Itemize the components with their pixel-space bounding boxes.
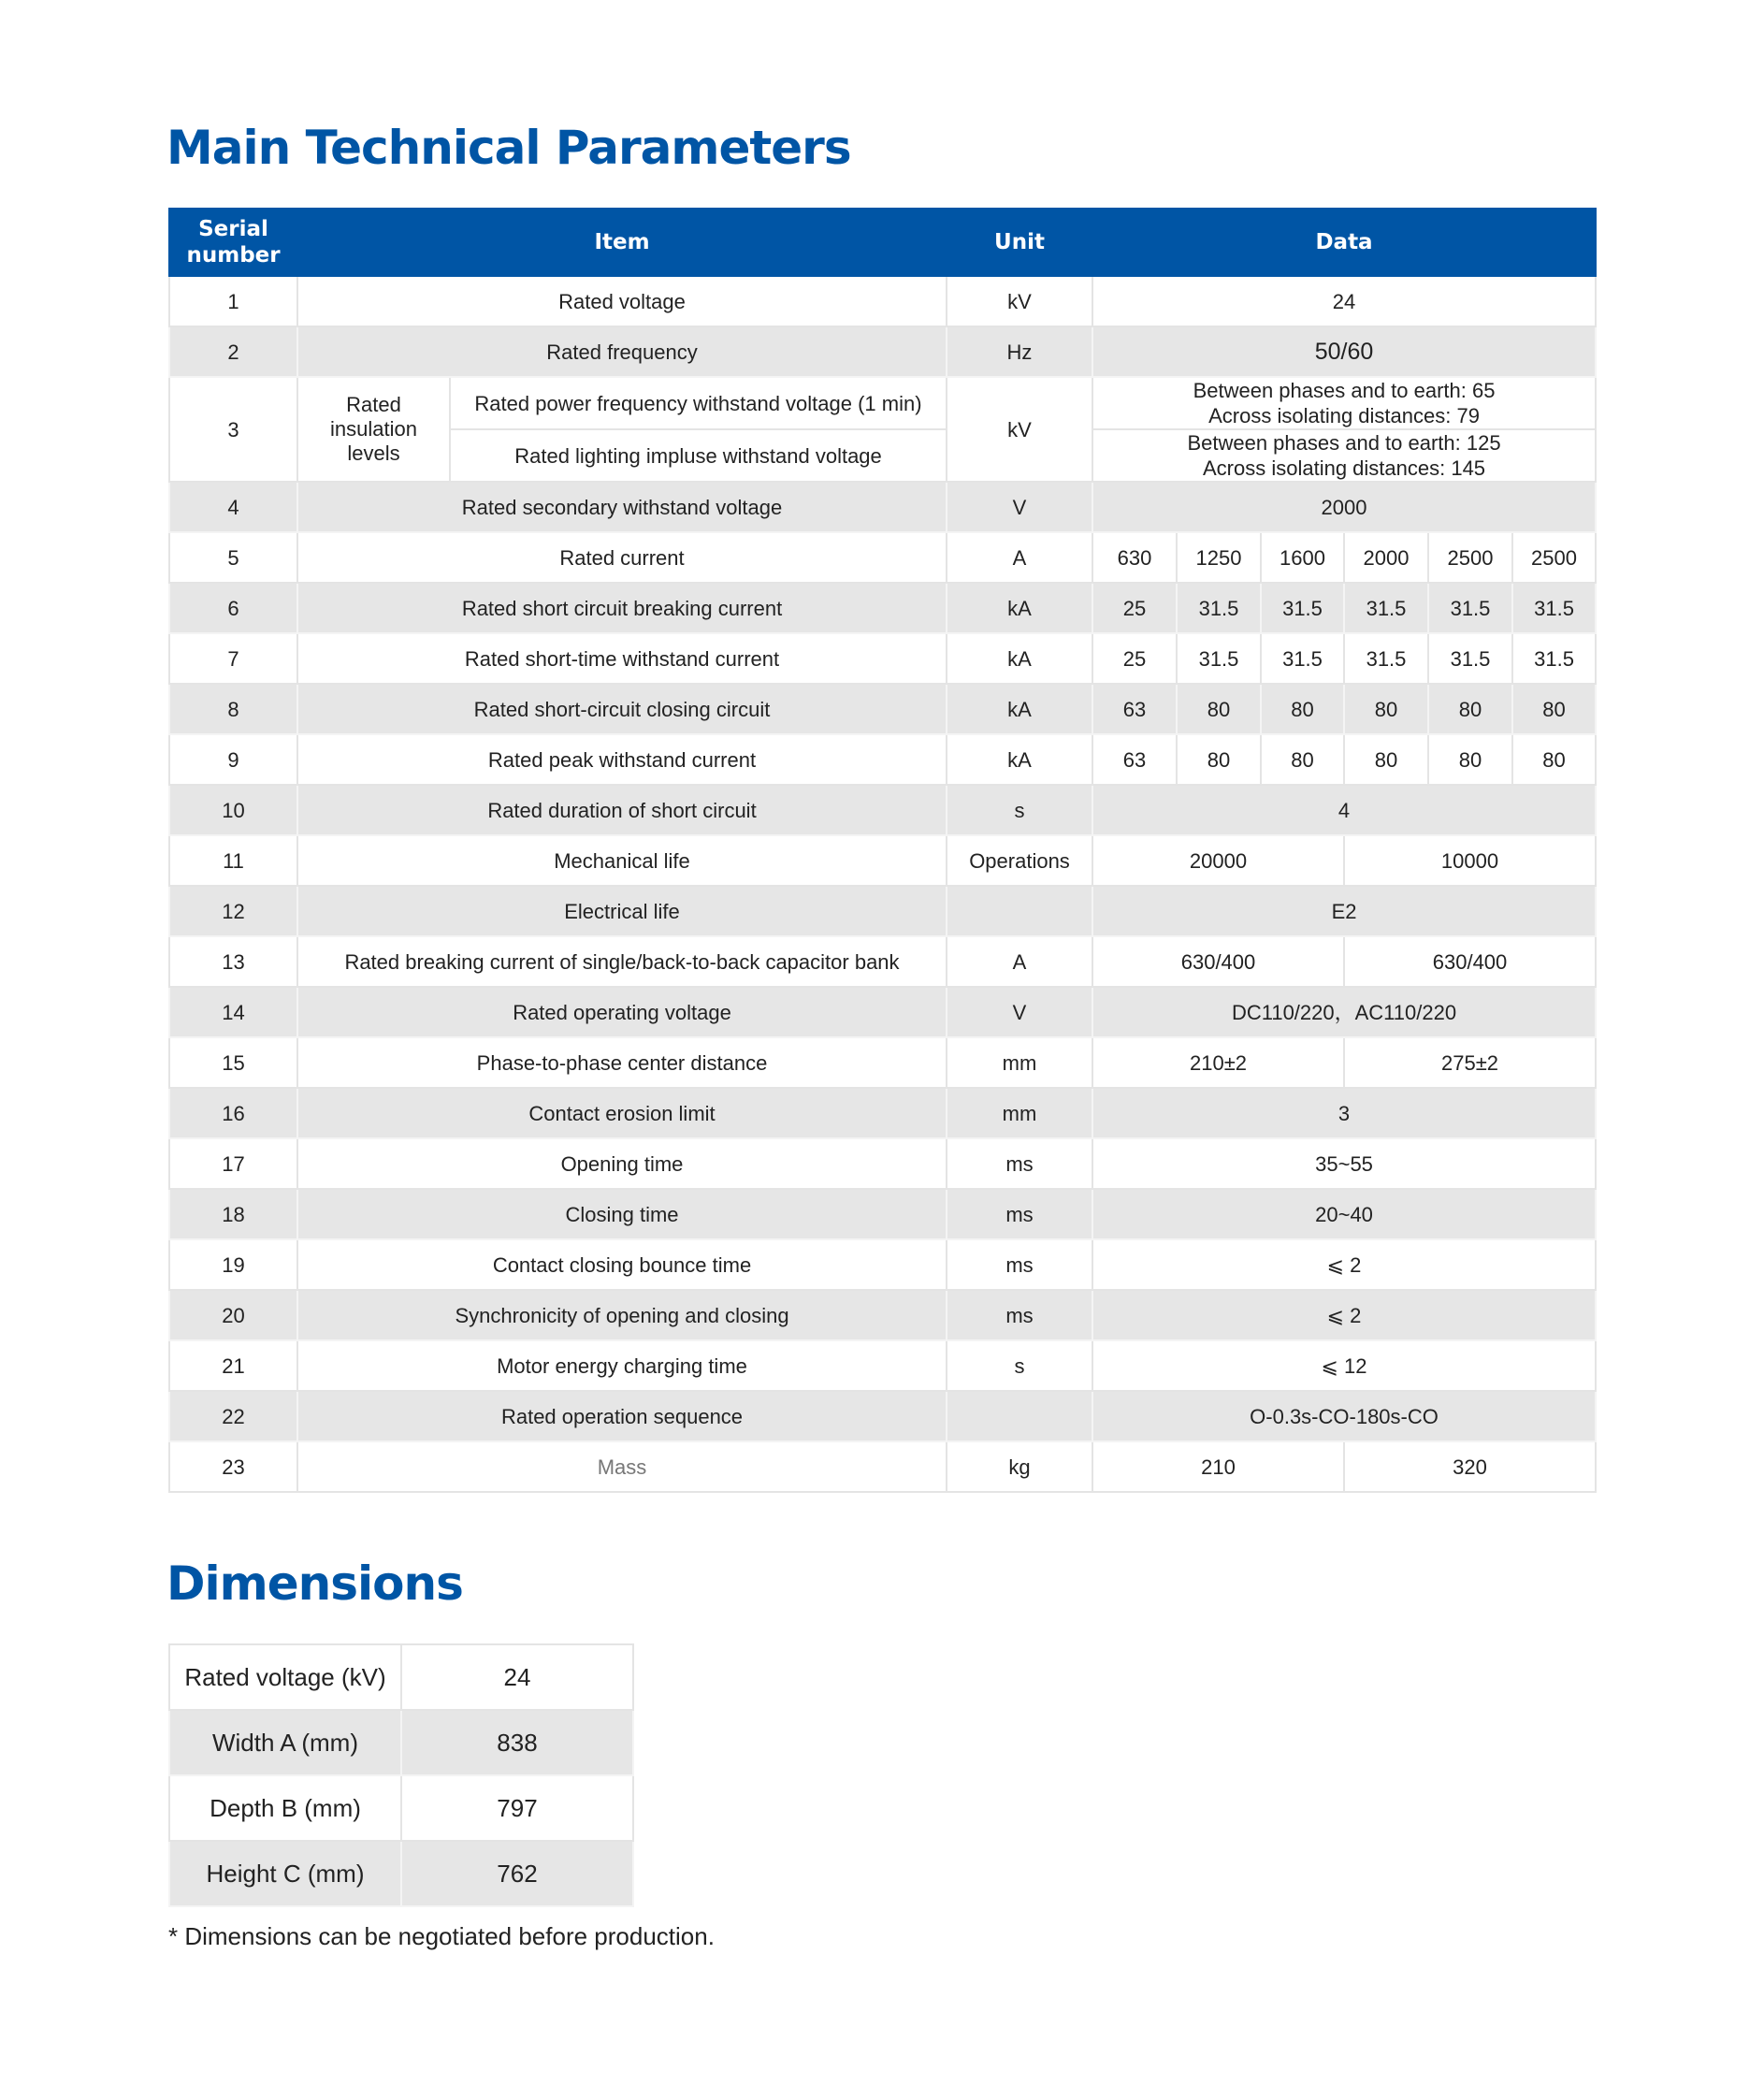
table-row xyxy=(169,1441,1596,1492)
data-cell xyxy=(1092,377,1596,429)
data-value-cell: 630/400 xyxy=(1344,936,1596,987)
table-row xyxy=(169,785,1596,835)
data-value-cell: 31.5 xyxy=(1512,633,1596,684)
data-value-cell: 80 xyxy=(1512,684,1596,734)
data-cell: O-0.3s-CO-180s-CO xyxy=(1092,1391,1596,1441)
data-value-cell: 63 xyxy=(1092,734,1177,785)
data-cell: 35~55 xyxy=(1092,1138,1596,1189)
group-label-cell xyxy=(297,377,450,482)
serial-cell: 15 xyxy=(169,1037,297,1088)
item-cell: Rated frequency xyxy=(297,326,947,377)
unit-cell: s xyxy=(947,785,1092,835)
data-cell: 20~40 xyxy=(1092,1189,1596,1239)
dimension-label: Width A (mm) xyxy=(169,1710,401,1775)
item-cell: Rated short circuit breaking current xyxy=(297,583,947,633)
data-value-cell: 31.5 xyxy=(1344,583,1428,633)
header-serial-label: Serial number xyxy=(186,217,281,268)
unit-cell: s xyxy=(947,1340,1092,1391)
table-row xyxy=(169,987,1596,1037)
item-cell: Phase-to-phase center distance xyxy=(297,1037,947,1088)
unit-cell: V xyxy=(947,482,1092,532)
data-value-cell: 25 xyxy=(1092,583,1177,633)
table-row xyxy=(169,734,1596,785)
serial-cell: 16 xyxy=(169,1088,297,1138)
item-cell: Mechanical life xyxy=(297,835,947,886)
data-value-cell: 2500 xyxy=(1512,532,1596,583)
unit-cell: ms xyxy=(947,1189,1092,1239)
serial-cell: 1 xyxy=(169,276,297,326)
unit-cell: kV xyxy=(947,276,1092,326)
item-cell: Rated operating voltage xyxy=(297,987,947,1037)
serial-cell: 22 xyxy=(169,1391,297,1441)
header-serial-number xyxy=(169,209,297,276)
technical-parameters-table xyxy=(168,208,1597,1493)
dimensions-title: Dimensions xyxy=(166,1556,463,1611)
data-value-cell: 31.5 xyxy=(1428,633,1512,684)
serial-cell: 13 xyxy=(169,936,297,987)
item-cell: Opening time xyxy=(297,1138,947,1189)
unit-cell: kg xyxy=(947,1441,1092,1492)
unit-cell: kA xyxy=(947,684,1092,734)
dimension-value: 24 xyxy=(401,1644,633,1710)
data-cell: 24 xyxy=(1092,276,1596,326)
unit-cell: A xyxy=(947,532,1092,583)
data-line: Between phases and to earth: 65 xyxy=(1193,379,1496,402)
dimension-row xyxy=(169,1644,633,1710)
serial-cell: 17 xyxy=(169,1138,297,1189)
table-row xyxy=(169,835,1596,886)
header-unit: Unit xyxy=(947,209,1092,276)
data-value-cell: 2500 xyxy=(1428,532,1512,583)
unit-cell: Operations xyxy=(947,835,1092,886)
data-value-cell: 31.5 xyxy=(1177,583,1261,633)
serial-cell: 23 xyxy=(169,1441,297,1492)
dimension-value: 797 xyxy=(401,1775,633,1841)
group-label: Rated insulation levels xyxy=(330,393,417,465)
item-cell: Rated lighting impluse withstand voltage xyxy=(450,429,947,482)
data-value-cell: 630 xyxy=(1092,532,1177,583)
data-cell: ⩽ 12 xyxy=(1092,1340,1596,1391)
header-data: Data xyxy=(1092,209,1596,276)
dimension-value: 838 xyxy=(401,1710,633,1775)
data-value-cell: 1250 xyxy=(1177,532,1261,583)
data-cell: DC110/220，AC110/220 xyxy=(1092,987,1596,1037)
table-row xyxy=(169,1189,1596,1239)
unit-cell: kV xyxy=(947,377,1092,482)
table-row xyxy=(169,326,1596,377)
dimensions-note: * Dimensions can be negotiated before production. xyxy=(168,1922,715,1950)
item-cell: Contact closing bounce time xyxy=(297,1239,947,1290)
page-title: Main Technical Parameters xyxy=(166,121,851,175)
data-value-cell: 210 xyxy=(1092,1441,1344,1492)
unit-cell: Hz xyxy=(947,326,1092,377)
data-value-cell: 31.5 xyxy=(1261,583,1344,633)
item-cell: Mass xyxy=(297,1441,947,1492)
table-row xyxy=(169,1391,1596,1441)
unit-cell: mm xyxy=(947,1037,1092,1088)
data-cell: ⩽ 2 xyxy=(1092,1239,1596,1290)
serial-cell: 21 xyxy=(169,1340,297,1391)
data-value-cell: 80 xyxy=(1428,684,1512,734)
data-cell: 3 xyxy=(1092,1088,1596,1138)
serial-cell: 12 xyxy=(169,886,297,936)
unit-cell xyxy=(947,1391,1092,1441)
data-value-cell: 25 xyxy=(1092,633,1177,684)
data-value-cell: 20000 xyxy=(1092,835,1344,886)
header-item: Item xyxy=(297,209,947,276)
data-cell: 50/60 xyxy=(1092,326,1596,377)
serial-cell: 3 xyxy=(169,377,297,482)
unit-cell xyxy=(947,886,1092,936)
data-value-cell: 80 xyxy=(1344,684,1428,734)
data-cell xyxy=(1092,429,1596,482)
unit-cell: V xyxy=(947,987,1092,1037)
unit-cell: ms xyxy=(947,1290,1092,1340)
serial-cell: 2 xyxy=(169,326,297,377)
item-cell: Rated breaking current of single/back-to-back capacitor bank xyxy=(297,936,947,987)
serial-cell: 10 xyxy=(169,785,297,835)
data-value-cell: 80 xyxy=(1177,734,1261,785)
item-cell: Rated short-time withstand current xyxy=(297,633,947,684)
item-cell: Rated current xyxy=(297,532,947,583)
data-cell: ⩽ 2 xyxy=(1092,1290,1596,1340)
table-row xyxy=(169,633,1596,684)
dimension-row xyxy=(169,1841,633,1906)
item-cell: Electrical life xyxy=(297,886,947,936)
serial-cell: 18 xyxy=(169,1189,297,1239)
serial-cell: 7 xyxy=(169,633,297,684)
item-cell: Rated secondary withstand voltage xyxy=(297,482,947,532)
data-value-cell: 31.5 xyxy=(1428,583,1512,633)
dimension-label: Rated voltage (kV) xyxy=(169,1644,401,1710)
dimension-value: 762 xyxy=(401,1841,633,1906)
data-value-cell: 1600 xyxy=(1261,532,1344,583)
table-row xyxy=(169,583,1596,633)
dimension-label: Height C (mm) xyxy=(169,1841,401,1906)
dimension-label: Depth B (mm) xyxy=(169,1775,401,1841)
item-cell: Motor energy charging time xyxy=(297,1340,947,1391)
item-cell: Rated duration of short circuit xyxy=(297,785,947,835)
unit-cell: A xyxy=(947,936,1092,987)
table-row xyxy=(169,1340,1596,1391)
data-line: Across isolating distances: 79 xyxy=(1208,404,1480,427)
data-value-cell: 31.5 xyxy=(1177,633,1261,684)
table-body xyxy=(169,276,1596,1492)
item-cell: Rated operation sequence xyxy=(297,1391,947,1441)
table-row xyxy=(169,482,1596,532)
unit-cell: ms xyxy=(947,1239,1092,1290)
unit-cell: kA xyxy=(947,633,1092,684)
table-row xyxy=(169,1239,1596,1290)
table-row xyxy=(169,1088,1596,1138)
data-line: Across isolating distances: 145 xyxy=(1202,456,1486,480)
unit-cell: ms xyxy=(947,1138,1092,1189)
data-value-cell: 80 xyxy=(1261,734,1344,785)
table-header-row xyxy=(169,209,1596,276)
serial-cell: 6 xyxy=(169,583,297,633)
data-cell: E2 xyxy=(1092,886,1596,936)
table-row xyxy=(169,377,1596,429)
unit-cell: kA xyxy=(947,583,1092,633)
data-value-cell: 80 xyxy=(1428,734,1512,785)
serial-cell: 19 xyxy=(169,1239,297,1290)
data-value-cell: 275±2 xyxy=(1344,1037,1596,1088)
data-cell: 2000 xyxy=(1092,482,1596,532)
data-cell: 4 xyxy=(1092,785,1596,835)
table-row xyxy=(169,1037,1596,1088)
item-cell: Rated short-circuit closing circuit xyxy=(297,684,947,734)
table-row xyxy=(169,936,1596,987)
data-value-cell: 80 xyxy=(1177,684,1261,734)
item-cell: Rated voltage xyxy=(297,276,947,326)
data-value-cell: 2000 xyxy=(1344,532,1428,583)
serial-cell: 9 xyxy=(169,734,297,785)
dimensions-table xyxy=(168,1643,634,1907)
table-row xyxy=(169,886,1596,936)
table-row xyxy=(169,1138,1596,1189)
data-value-cell: 320 xyxy=(1344,1441,1596,1492)
data-value-cell: 80 xyxy=(1512,734,1596,785)
dimensions-table-body xyxy=(169,1644,633,1906)
data-value-cell: 31.5 xyxy=(1512,583,1596,633)
item-cell: Contact erosion limit xyxy=(297,1088,947,1138)
item-cell: Rated peak withstand current xyxy=(297,734,947,785)
data-value-cell: 80 xyxy=(1344,734,1428,785)
serial-cell: 5 xyxy=(169,532,297,583)
data-value-cell: 63 xyxy=(1092,684,1177,734)
serial-cell: 20 xyxy=(169,1290,297,1340)
data-value-cell: 31.5 xyxy=(1261,633,1344,684)
data-value-cell: 80 xyxy=(1261,684,1344,734)
serial-cell: 11 xyxy=(169,835,297,886)
item-cell: Synchronicity of opening and closing xyxy=(297,1290,947,1340)
data-value-cell: 10000 xyxy=(1344,835,1596,886)
data-value-cell: 210±2 xyxy=(1092,1037,1344,1088)
item-cell: Closing time xyxy=(297,1189,947,1239)
table-row xyxy=(169,276,1596,326)
serial-cell: 8 xyxy=(169,684,297,734)
data-value-cell: 31.5 xyxy=(1344,633,1428,684)
table-row xyxy=(169,1290,1596,1340)
data-value-cell: 630/400 xyxy=(1092,936,1344,987)
unit-cell: mm xyxy=(947,1088,1092,1138)
serial-cell: 4 xyxy=(169,482,297,532)
table-row xyxy=(169,532,1596,583)
unit-cell: kA xyxy=(947,734,1092,785)
item-cell: Rated power frequency withstand voltage (1 min) xyxy=(450,377,947,429)
data-line: Between phases and to earth: 125 xyxy=(1187,431,1501,455)
dimension-row xyxy=(169,1775,633,1841)
dimension-row xyxy=(169,1710,633,1775)
table-row xyxy=(169,684,1596,734)
serial-cell: 14 xyxy=(169,987,297,1037)
